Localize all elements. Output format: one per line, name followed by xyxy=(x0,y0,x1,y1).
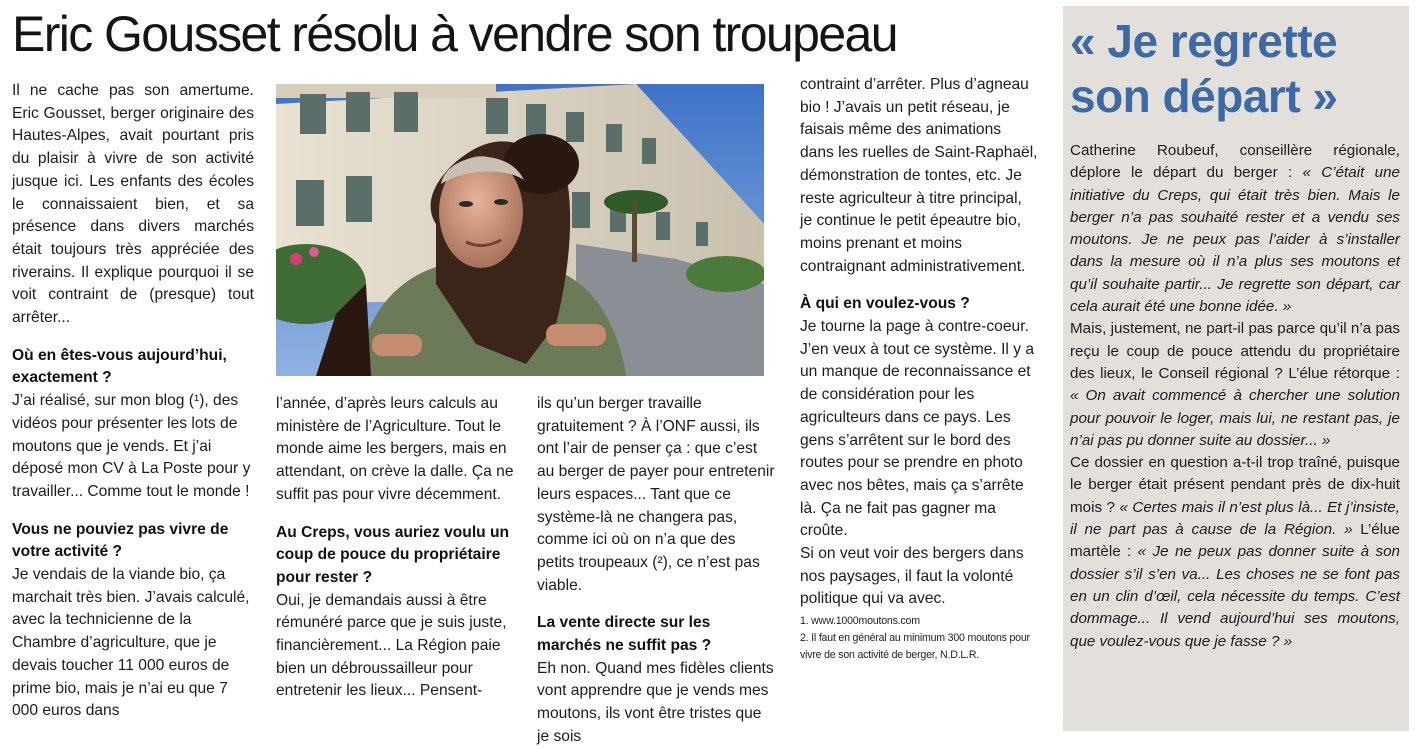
answer-paragraph: Oui, je demandais aussi à être rémunéré parce que je suis juste, financièrement... La Région paie bien un débroussailleur pour entretenir les lieux... Pensent- xyxy=(276,591,507,700)
answer-paragraph: Eh non. Quand mes fidèles clients vont apprendre que je vends mes moutons, ils vont être tristes que je sois xyxy=(537,659,774,745)
sidebar-text-span: Mais, justement, ne part-il pas parce qu’il n’a pas reçu le coup de pouce attendu du propriétaire des lieux, le Conseil régional ? L’élue rétorque : xyxy=(1070,320,1400,382)
article-column-1 xyxy=(12,80,254,723)
shepherd-photo xyxy=(276,84,764,376)
article-column-2 xyxy=(276,393,516,703)
footnote-1: 1. www.1000moutons.com xyxy=(800,615,920,628)
answer-paragraph: J’ai réalisé, sur mon blog (¹), des vidéos pour présenter les lots de moutons que je vends. Et j’ai déposé mon CV à La Poste pour y travailler... Comme tout le monde ! xyxy=(12,392,251,500)
sidebar-paragraph-1 xyxy=(1070,140,1400,318)
question-heading: Au Creps, vous auriez voulu un coup de pouce du propriétaire pour rester ? xyxy=(276,523,510,586)
answer-paragraph: Je tourne la page à contre-coeur. J’en veux à tout ce système. Il y a un manque de reconnaissance et de considération pour les agriculteurs dans ce pays. Les gens s’arrêtent sur le bord des routes pour se prendre en photo avec nos bêtes, mais ça s’arrête là. Ça ne fait pas gagner ma croûte. xyxy=(800,318,1035,540)
sidebar-text-span: L’élue martèle : xyxy=(1070,521,1400,561)
article-column-4 xyxy=(800,74,1038,664)
question-heading: Où en êtes-vous aujourd’hui, exactement ? xyxy=(12,346,227,387)
question-heading: Vous ne pouviez pas vivre de votre activité ? xyxy=(12,520,229,561)
answer-paragraph: Si on veut voir des bergers dans nos paysages, il faut la volonté politique qui va avec. xyxy=(800,545,1024,608)
sidebar-quote: « Certes mais il n’est plus là... Et j’insiste, il ne part pas à cause de la Région. » xyxy=(1070,498,1400,539)
answer-paragraph: l’année, d’après leurs calculs au ministère de l’Agriculture. Tout le monde aime les bergers, mais en attendant, on crève la dalle. Ça ne suffit pas pour vivre décemment. xyxy=(276,395,514,503)
sidebar-quote: « Je ne peux pas donner suite à son dossier s’il s’en va... Les choses ne se font pas en un clin d’œil, cela nécessite du temps. C’est dommage... Il vend aujourd’hui ses moutons, que voulez-vous que je fasse ? » xyxy=(1070,543,1400,650)
question-heading: La vente directe sur les marchés ne suffit pas ? xyxy=(537,614,712,655)
sidebar-quote: « On avait commencé à chercher une solution pour pouvoir le loger, mais lui, ne restant pas, je n’ai pas pu donner suite au dossier... » xyxy=(1070,387,1400,449)
sidebar-title: « Je regrette son départ » xyxy=(1070,15,1338,122)
sidebar-text xyxy=(1070,140,1400,653)
answer-paragraph: contraint d’arrêter. Plus d’agneau bio ! J’avais un petit réseau, je faisais même des animations dans les ruelles de Saint-Raphaël, démonstration de tontes, etc. Je reste agriculteur à titre principal, je continue le petit épeautre bio, moins prenant et moins contraignant administrativement. xyxy=(800,76,1038,275)
sidebar-paragraph-2 xyxy=(1070,318,1400,452)
question-heading: À qui en voulez-vous ? xyxy=(800,295,970,313)
answer-paragraph: Je vendais de la viande bio, ça marchait très bien. J’avais calculé, avec la technicienne de la Chambre d’agriculture, que je devais toucher 11 000 euros de prime bio, mais je n’ai eu que 7 000 euros dans xyxy=(12,566,250,720)
headline: Eric Gousset résolu à vendre son troupeau xyxy=(12,6,897,62)
article-intro: Il ne cache pas son amertume. Eric Gousset, berger originaire des Hautes-Alpes, avait pourtant pris du plaisir à vivre de son activité jusque ici. Les enfants des écoles le connaissaient bien, et sa présence dans divers marchés était toujours très appréciée des riverains. Il explique pourquoi il se voit contraint de (presque) tout arrêter... xyxy=(12,82,254,327)
footnote-2: 2. Il faut en général au minimum 300 moutons pour vivre de son activité de berger, N.D.L.R. xyxy=(800,632,1030,662)
article-column-3 xyxy=(537,393,777,749)
answer-paragraph: ils qu’un berger travaille gratuitement ? À l’ONF aussi, ils ont l’air de penser ça : que c’est au berger de payer pour entretenir leurs espaces... Tant que ce système-là ne changera pas, comme ici où on n’a que des petits troupeaux (²), ce n’est pas viable. xyxy=(537,395,775,594)
sidebar-text-span: Ce dossier en question a-t-il trop traîné, puisque le berger était présent pendant près de dix-huit mois ? xyxy=(1070,454,1400,516)
sidebar-text-span: Catherine Roubeuf, conseillère régionale, déplore le départ du berger : xyxy=(1070,142,1400,182)
sidebar-paragraph-3 xyxy=(1070,452,1400,653)
sidebar-quote: « C’était une initiative du Creps, qui était très bien. Mais le berger n’a pas souhaité rester et a vendu ses moutons. Je ne peux pas l’aider à s’installer dans la mesure où il n’a plus ses moutons et qu’il souhaite partir... Je regrette son départ, car cela aurait été une bonne idée. » xyxy=(1070,164,1400,316)
